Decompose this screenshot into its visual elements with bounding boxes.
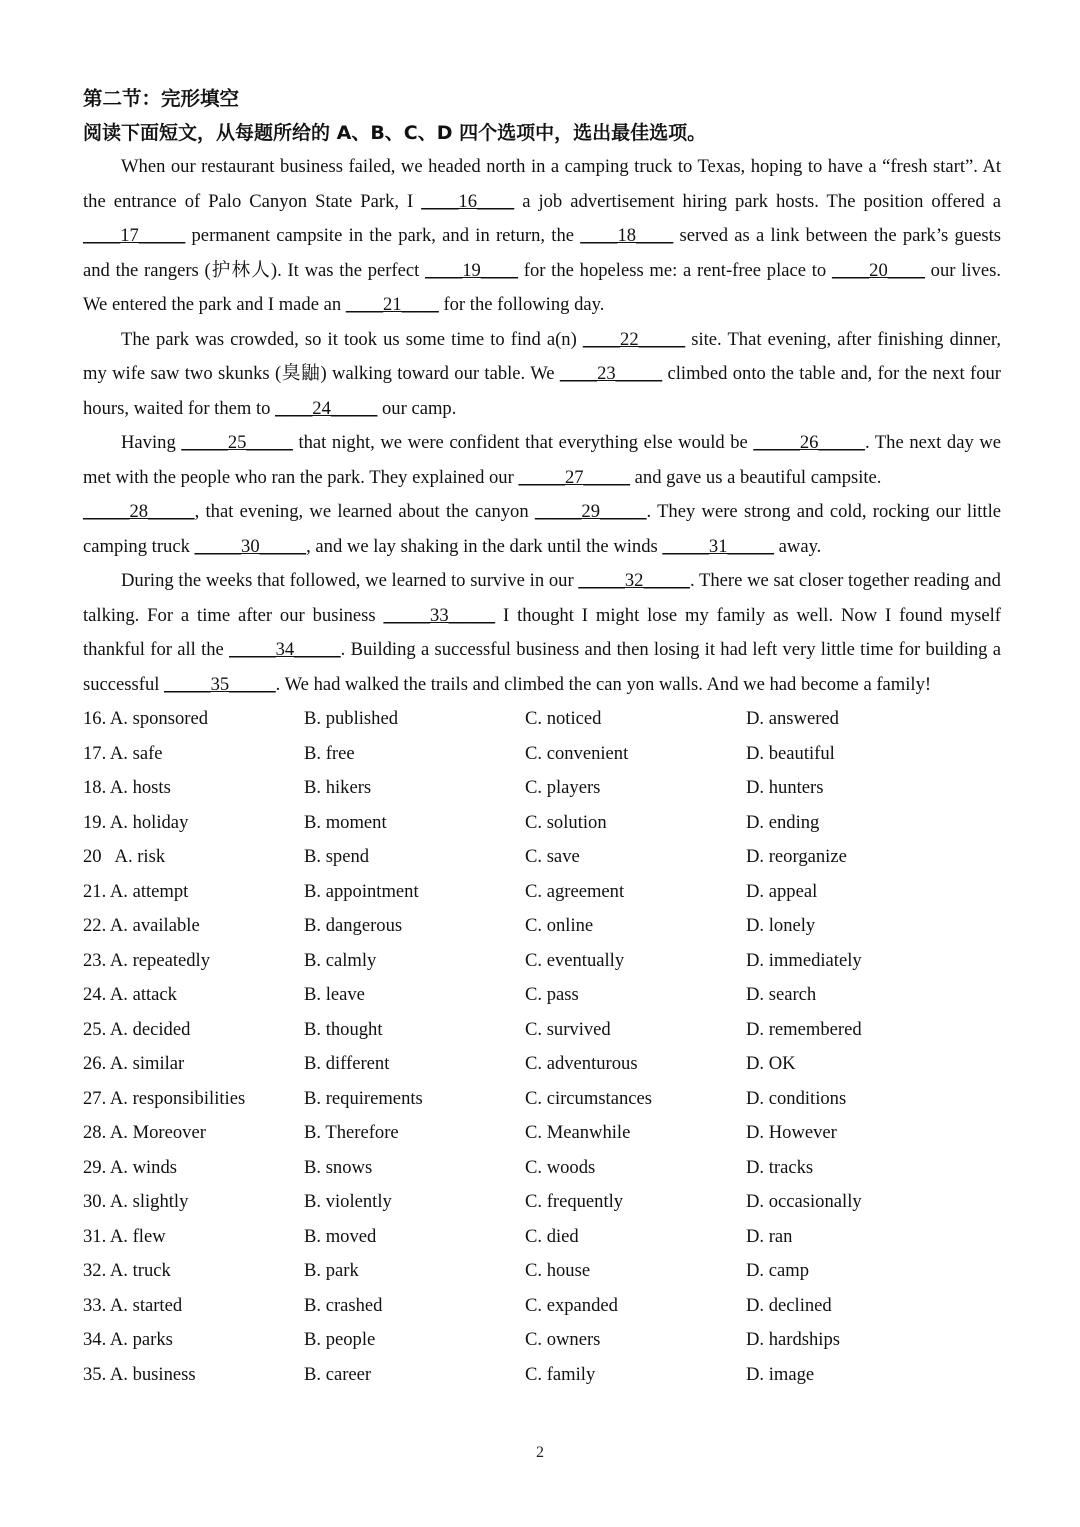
passage-text: . Building a successful business and then losing it had left very little time for building a successful — [83, 639, 1001, 695]
option-choice: D. search — [746, 984, 817, 1005]
passage-text: climbed onto the table and, for the next four hours, waited for them to — [83, 363, 1001, 419]
option-choice: B. snows — [304, 1156, 373, 1178]
option-choice: B. requirements — [304, 1087, 423, 1109]
option-row — [83, 944, 1001, 979]
option-choice: C. frequently — [525, 1191, 624, 1212]
answer-blank: ____17_____ — [83, 225, 186, 246]
option-choice: C. Meanwhile — [525, 1122, 631, 1143]
answer-blank: ____24_____ — [275, 397, 378, 419]
instruction: 阅读下面短文，从每题所给的 A、B、C、D 四个选项中，选出最佳选项。 — [83, 122, 707, 144]
option-choice: 22. A. available — [83, 915, 200, 936]
option-choice: 16. A. sponsored — [83, 708, 208, 729]
option-choice: B. career — [304, 1363, 372, 1385]
option-row — [83, 978, 1001, 1013]
page-number: 2 — [536, 1444, 544, 1461]
section-title: 第二节：完形填空 — [83, 87, 240, 110]
option-choice: D. answered — [746, 708, 839, 729]
passage — [83, 150, 1001, 702]
option-choice: D. hardships — [746, 1329, 840, 1350]
answer-blank: ____21____ — [345, 294, 439, 315]
option-choice: B. violently — [304, 1191, 392, 1212]
passage-text: Having — [121, 432, 182, 453]
answer-blank: _____27_____ — [518, 466, 631, 488]
option-choice: D. declined — [746, 1294, 832, 1316]
option-row — [83, 1013, 1001, 1048]
option-choice: B. leave — [304, 984, 365, 1005]
answer-blank: ____18____ — [580, 225, 674, 246]
option-choice: B. published — [304, 708, 399, 729]
option-choice: D. tracks — [746, 1156, 814, 1178]
passage-text: for the following day. — [438, 294, 605, 315]
option-row — [83, 1358, 1001, 1393]
option-choice: C. eventually — [525, 949, 625, 971]
option-choice: C. save — [525, 846, 580, 867]
option-choice: C. adventurous — [525, 1053, 638, 1074]
passage-text: . There we sat closer together reading and talking. For a time after our business — [83, 570, 1001, 626]
answer-blank: ____22_____ — [582, 328, 686, 350]
passage-paragraph — [83, 150, 1001, 323]
option-choice: C. survived — [525, 1018, 611, 1040]
option-row — [83, 737, 1001, 772]
option-choice: C. woods — [525, 1156, 596, 1178]
exam-page — [83, 82, 1001, 1392]
option-row — [83, 1151, 1001, 1186]
option-choice: 29. A. winds — [83, 1156, 178, 1178]
answer-blank: _____35_____ — [164, 673, 276, 695]
option-choice: C. house — [525, 1260, 591, 1281]
option-choice: 31. A. flew — [83, 1225, 166, 1247]
option-choice: D. However — [746, 1122, 837, 1143]
option-choice: 24. A. attack — [83, 984, 177, 1005]
options-list — [83, 702, 1001, 1392]
passage-paragraph — [83, 495, 1001, 564]
option-choice: C. expanded — [525, 1294, 618, 1316]
passage-text: . The next day we met with the people who ran the park. They explained our — [83, 432, 1002, 488]
option-choice: D. immediately — [746, 949, 862, 971]
option-choice: D. OK — [746, 1053, 796, 1074]
option-choice: D. reorganize — [746, 846, 847, 867]
option-row — [83, 1220, 1001, 1255]
option-choice: D. ending — [746, 811, 820, 833]
option-choice: C. noticed — [525, 708, 602, 729]
option-choice: 27. A. responsibilities — [83, 1087, 246, 1109]
option-row — [83, 806, 1001, 841]
option-choice: 26. A. similar — [83, 1053, 185, 1074]
option-choice: 25. A. decided — [83, 1018, 191, 1040]
option-choice: C. pass — [525, 984, 579, 1005]
answer-blank: ____16____ — [421, 190, 515, 212]
option-row — [83, 1323, 1001, 1358]
option-choice: D. camp — [746, 1260, 809, 1281]
option-choice: B. different — [304, 1053, 390, 1074]
option-row — [83, 1047, 1001, 1082]
option-choice: 35. A. business — [83, 1363, 196, 1385]
passage-text: away. — [773, 535, 822, 557]
passage-text: our lives. We entered the park and I made an — [83, 259, 1001, 315]
answer-blank: _____25_____ — [181, 432, 293, 453]
option-choice: B. moved — [304, 1225, 377, 1247]
option-choice: C. convenient — [525, 742, 629, 764]
option-choice: 23. A. repeatedly — [83, 949, 211, 971]
option-choice: B. free — [304, 742, 355, 764]
option-choice: C. players — [525, 777, 601, 798]
option-choice: B. Therefore — [304, 1122, 399, 1143]
option-choice: D. conditions — [746, 1087, 847, 1109]
option-choice: 17. A. safe — [83, 742, 163, 764]
passage-paragraph — [83, 426, 1001, 495]
answer-blank: _____33_____ — [383, 604, 496, 626]
option-choice: B. dangerous — [304, 915, 403, 936]
passage-text: that night, we were confident that everything else would be — [292, 432, 754, 453]
option-choice: D. image — [746, 1363, 815, 1385]
passage-text: When our restaurant business failed, we headed north in a camping truck to Texas, hoping to have a “fresh start”. At the entrance of Palo Canyon State Park, I — [83, 156, 1001, 212]
option-choice: 18. A. hosts — [83, 777, 171, 798]
option-choice: C. died — [525, 1225, 579, 1247]
option-choice: B. thought — [304, 1018, 383, 1040]
option-choice: 30. A. slightly — [83, 1191, 189, 1212]
passage-text: . We had walked the trails and climbed the can yon walls. And we had become a family! — [275, 673, 932, 695]
option-row — [83, 1254, 1001, 1289]
option-choice: 32. A. truck — [83, 1260, 171, 1281]
option-row — [83, 875, 1001, 910]
option-choice: D. remembered — [746, 1018, 862, 1040]
option-choice: B. spend — [304, 846, 370, 867]
passage-text: During the weeks that followed, we learned to survive in our — [121, 570, 579, 591]
passage-text: , and we lay shaking in the dark until the winds — [306, 535, 663, 557]
answer-blank: _____26_____ — [753, 432, 865, 453]
option-choice: B. crashed — [304, 1294, 383, 1316]
option-row — [83, 840, 1001, 875]
option-choice: C. family — [525, 1363, 596, 1385]
answer-blank: _____34_____ — [229, 639, 341, 660]
option-row — [83, 702, 1001, 737]
answer-blank: ____20____ — [831, 259, 925, 281]
option-choice: D. hunters — [746, 777, 824, 798]
passage-text: served as a link between the park’s guests and the rangers (护林人). It was the perfect — [83, 225, 1001, 281]
option-choice: C. online — [525, 915, 594, 936]
passage-text: our camp. — [377, 397, 457, 419]
option-choice: C. agreement — [525, 880, 625, 902]
option-row — [83, 1082, 1001, 1117]
passage-text: permanent campsite in the park, and in return, the — [185, 225, 581, 246]
option-row — [83, 1289, 1001, 1324]
answer-blank: ____23_____ — [559, 363, 663, 384]
option-row — [83, 771, 1001, 806]
passage-text: , that evening, we learned about the canyon — [194, 501, 535, 522]
option-choice: C. owners — [525, 1329, 601, 1350]
option-choice: 33. A. started — [83, 1294, 183, 1316]
passage-text: and gave us a beautiful campsite. — [630, 466, 882, 488]
answer-blank: _____31_____ — [662, 535, 774, 557]
option-choice: 28. A. Moreover — [83, 1122, 206, 1143]
option-choice: D. beautiful — [746, 742, 835, 764]
option-choice: D. occasionally — [746, 1191, 862, 1212]
option-choice: D. ran — [746, 1225, 793, 1247]
option-choice: 21. A. attempt — [83, 880, 189, 902]
option-choice: C. circumstances — [525, 1087, 653, 1109]
option-choice: B. hikers — [304, 777, 372, 798]
option-choice: C. solution — [525, 811, 607, 833]
option-row — [83, 1185, 1001, 1220]
option-choice: B. park — [304, 1260, 359, 1281]
option-choice: B. calmly — [304, 949, 377, 971]
option-choice: B. appointment — [304, 880, 419, 902]
option-choice: 19. A. holiday — [83, 811, 189, 833]
option-choice: D. appeal — [746, 880, 818, 902]
option-choice: D. lonely — [746, 915, 816, 936]
answer-blank: _____29_____ — [534, 501, 647, 522]
option-choice: 34. A. parks — [83, 1329, 173, 1350]
passage-text: site. That evening, after finishing dinner, my wife saw two skunks (臭鼬) walking toward our table. We — [83, 328, 1001, 384]
passage-text: The park was crowded, so it took us some time to find a(n) — [121, 328, 583, 350]
answer-blank: ____19____ — [425, 259, 519, 281]
passage-paragraph — [83, 564, 1001, 702]
option-row — [83, 1116, 1001, 1151]
answer-blank: _____30_____ — [194, 535, 307, 557]
answer-blank: _____28_____ — [83, 501, 195, 522]
option-row — [83, 909, 1001, 944]
passage-paragraph — [83, 323, 1001, 427]
option-choice: B. people — [304, 1329, 376, 1350]
answer-blank: _____32_____ — [578, 570, 690, 591]
option-choice: B. moment — [304, 811, 387, 833]
passage-text: for the hopeless me: a rent-free place to — [518, 259, 832, 281]
passage-text: a job advertisement hiring park hosts. The position offered a — [514, 190, 1001, 212]
passage-text: . They were strong and cold, rocking our little camping truck — [83, 501, 1001, 557]
option-choice: 20 A. risk — [83, 846, 166, 867]
passage-text: I thought I might lose my family as well. Now I found myself thankful for all the — [83, 604, 1001, 660]
